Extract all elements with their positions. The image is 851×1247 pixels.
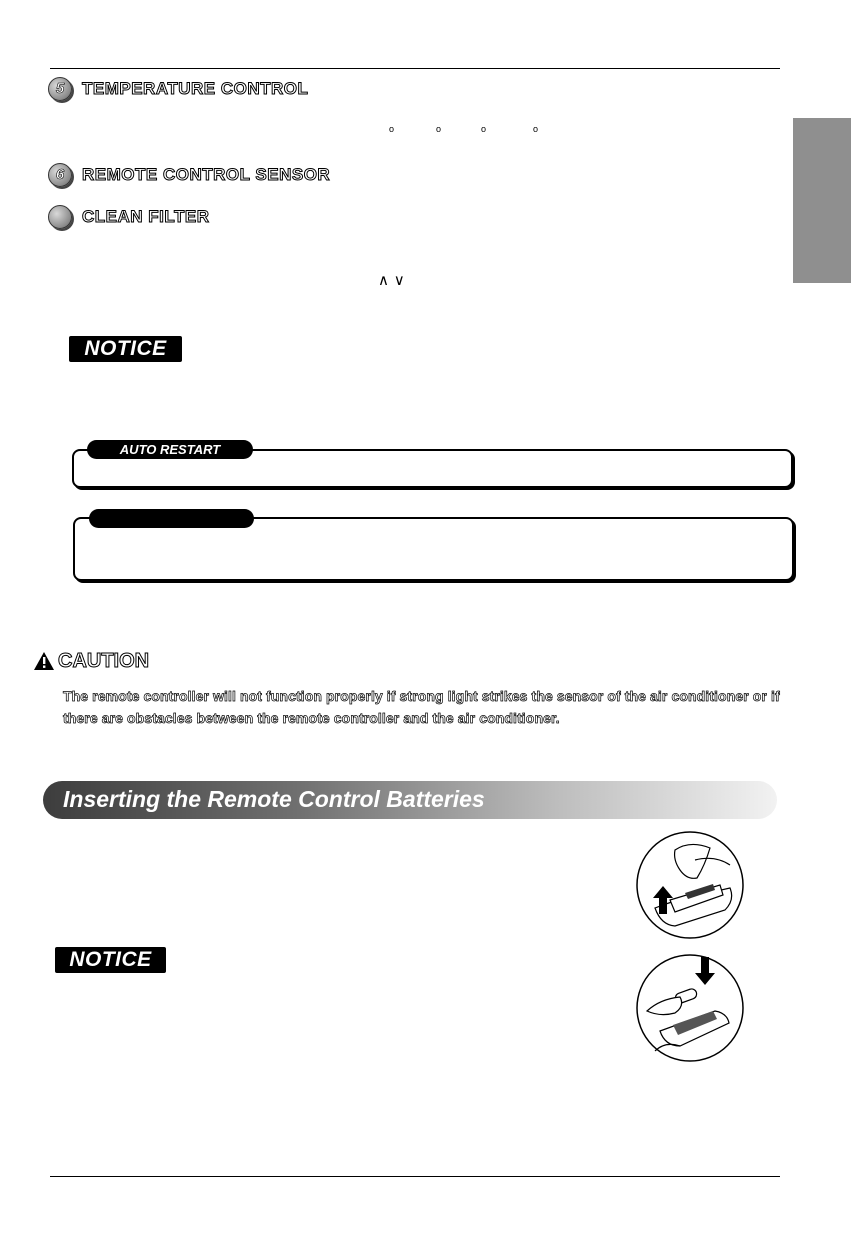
up-down-arrows: ∧ ∨ [378,271,405,289]
caution-title: CAUTION [58,650,150,672]
caution-text: The remote controller will not function properly if strong light strikes the sensor of the air conditioner or if there are obstacles between the remote controller and the air conditioner. [63,688,780,726]
batteries-title: Inserting the Remote Control Batteries [63,786,485,812]
degree-mark-4: o [533,124,539,134]
degree-mark-3: o [481,124,487,134]
notice-label: NOTICE [69,336,182,362]
section-6-badge: 6 [48,163,72,187]
side-tab [793,118,851,283]
temperature-control-heading: TEMPERATURE CONTROL [82,79,309,98]
remove-cover-illustration [635,830,745,940]
bottom-rule [50,1176,780,1177]
top-rule [50,68,780,69]
section-5-badge: 5 [48,77,72,101]
degree-mark-2: o [436,124,442,134]
clean-filter-heading: CLEAN FILTER [82,207,210,226]
notice-label-batteries: NOTICE [55,947,166,973]
degree-mark-1: o [389,124,395,134]
batteries-banner [43,781,777,819]
info-box-label [89,509,254,528]
remote-control-sensor-heading: REMOTE CONTROL SENSOR [82,165,331,184]
insert-batteries-illustration [635,951,745,1066]
auto-restart-label: AUTO RESTART [87,440,253,459]
section-7-badge [48,205,72,229]
warning-triangle-icon [33,651,55,671]
